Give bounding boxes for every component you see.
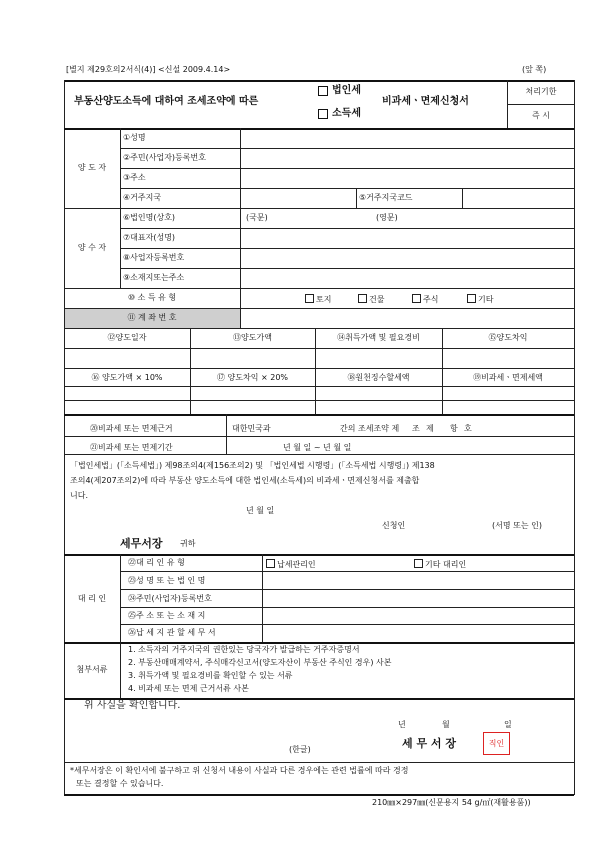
- basis-je: 제: [426, 424, 434, 433]
- confirm-office: 세 무 서 장: [402, 737, 456, 750]
- form-id: [별지 제29호의2서식(4)] <신설 2009.4.14>: [66, 65, 231, 74]
- income-type-label: ⑩ 소 득 유 형: [127, 293, 177, 302]
- transferee-bizno-label: ⑧사업자등록번호: [123, 253, 185, 262]
- header-transfer-price: ⑬양도가액: [233, 333, 272, 342]
- agent-type-label: ㉒대 리 인 유 형: [128, 558, 185, 567]
- header-gain-20pct: ⑰ 양도차익 × 20%: [216, 373, 289, 382]
- statement-office: 세무서장: [120, 537, 163, 550]
- transferor-name-label: ①성명: [123, 133, 146, 142]
- option-income-tax: 소득세: [332, 108, 361, 119]
- confirm-hangul: (한글): [289, 745, 311, 754]
- agent-regno-label: ㉔주민(사업자)등록번호: [128, 594, 212, 603]
- basis-jo: 조: [412, 424, 420, 433]
- confirm-day: 일: [504, 720, 512, 729]
- account-code-label: ⑪ 계 좌 번 호: [127, 313, 177, 322]
- transferee-label: 양 수 자: [77, 243, 107, 252]
- period-label: ㉑비과세 또는 면제기간: [90, 443, 173, 452]
- statement-date: 년 월 일: [246, 506, 275, 515]
- title-suffix: 비과세ㆍ면제신청서: [382, 96, 469, 107]
- transferor-residence-label: ④거주지국: [123, 193, 162, 202]
- frame-right: [574, 80, 575, 795]
- transferor-address-label: ③주소: [123, 173, 146, 182]
- header-price-10pct: ⑯ 양도가액 × 10%: [91, 373, 163, 382]
- statement-line2: 조의4(제207조의2)에 따라 부동산 양도소득에 대한 법인세(소득세)의 비과세ㆍ면제신청서를 제출합: [70, 476, 420, 485]
- footnote-line2: 또는 결정할 수 있습니다.: [76, 779, 164, 788]
- agent-option-tax-manager[interactable]: 납세관리인: [266, 559, 316, 569]
- official-seal: 직인: [483, 732, 510, 755]
- option-corp-tax: 법인세: [332, 85, 361, 96]
- transferor-residence-code-label: ⑤거주지국코드: [359, 193, 413, 202]
- transferee-corp-label: ⑥법인명(상호): [123, 213, 176, 222]
- basis-hang: 항: [450, 424, 458, 433]
- statement-line3: 니다.: [70, 491, 88, 500]
- basis-label: ⑳비과세 또는 면제근거: [90, 424, 173, 433]
- transferee-location-label: ⑨소재지또는주소: [123, 273, 185, 282]
- paper-spec: 210㎜×297㎜(신문용지 54 g/㎡(재활용품)): [372, 798, 531, 807]
- checkbox-corp-tax[interactable]: [318, 86, 328, 96]
- frame-left: [64, 80, 65, 795]
- agent-option-other[interactable]: 기타 대리인: [414, 559, 466, 569]
- agent-name-label: ㉓성 명 또 는 법 인 명: [128, 576, 206, 585]
- header-transfer-date: ⑫양도일자: [107, 333, 147, 342]
- deadline-label: 처리기한: [525, 87, 557, 96]
- header-acquisition-cost: ⑭취득가액 및 필요경비: [337, 333, 420, 342]
- footnote-line1: *세무서장은 이 확인서에 불구하고 위 신청서 내용이 사실과 다른 경우에는 관련 법률에 따라 경정: [70, 766, 409, 775]
- period-text: 년 월 일 ~ 년 월 일: [283, 443, 352, 452]
- transferee-english: (영문): [376, 213, 398, 222]
- transferee-korean: (국문): [246, 213, 268, 222]
- attachment-item-2: 2. 부동산매매계약서, 주식매각신고서(양도자산이 부동산 주식인 경우) 사본: [128, 658, 392, 667]
- attachment-item-4: 4. 비과세 또는 면제 근거서류 사본: [128, 684, 249, 693]
- transferor-regno-label: ②주민(사업자)등록번호: [123, 153, 206, 162]
- statement-to: 귀하: [180, 539, 196, 548]
- header-exempt-tax: ⑲비과세ㆍ면제세액: [473, 373, 543, 382]
- income-option-land[interactable]: 토지: [305, 294, 331, 304]
- title-main: 부동산양도소득에 대하여 조세조약에 따른: [74, 96, 259, 107]
- basis-treaty: 간의 조세조약 제: [340, 424, 400, 433]
- statement-line1: 「법인세법」(「소득세법」) 제98조의4(제156조의2) 및 「법인세법 시행령」(「소득세법 시행령」) 제138: [70, 461, 435, 470]
- attachment-item-1: 1. 소득자의 거주지국의 권한있는 당국자가 발급하는 거주자증명서: [128, 645, 360, 654]
- agent-address-label: ㉕주 소 또 는 소 재 지: [128, 611, 206, 620]
- confirm-text: 위 사실을 확인합니다.: [84, 700, 181, 711]
- attachments-label: 첨부서류: [76, 665, 108, 674]
- income-option-building[interactable]: 건물: [358, 294, 384, 304]
- applicant-label: 신청인: [382, 521, 406, 530]
- deadline-value: 즉 시: [532, 111, 550, 120]
- page-side: (앞 쪽): [522, 65, 547, 74]
- basis-ho: 호: [464, 424, 472, 433]
- income-option-stock[interactable]: 주식: [412, 294, 438, 304]
- attachment-item-3: 3. 취득가액 및 필요경비를 확인할 수 있는 서류: [128, 671, 293, 680]
- transferee-rep-label: ⑦대표자(성명): [123, 233, 176, 242]
- confirm-month: 월: [442, 720, 450, 729]
- agent-tax-office-label: ㉖납 세 지 관 할 세 무 서: [128, 628, 216, 637]
- frame-bottom: [64, 794, 574, 796]
- frame-top: [64, 80, 574, 82]
- basis-korea: 대한민국과: [232, 424, 271, 433]
- header-withholding-tax: ⑱원천징수할세액: [347, 373, 410, 382]
- confirm-year: 년: [398, 720, 406, 729]
- agent-label: 대 리 인: [77, 594, 107, 603]
- income-option-other[interactable]: 기타: [467, 294, 493, 304]
- checkbox-income-tax[interactable]: [318, 109, 328, 119]
- signature-label: (서명 또는 인): [492, 521, 542, 530]
- transferor-label: 양 도 자: [77, 163, 107, 172]
- header-transfer-gain: ⑮양도차익: [488, 333, 528, 342]
